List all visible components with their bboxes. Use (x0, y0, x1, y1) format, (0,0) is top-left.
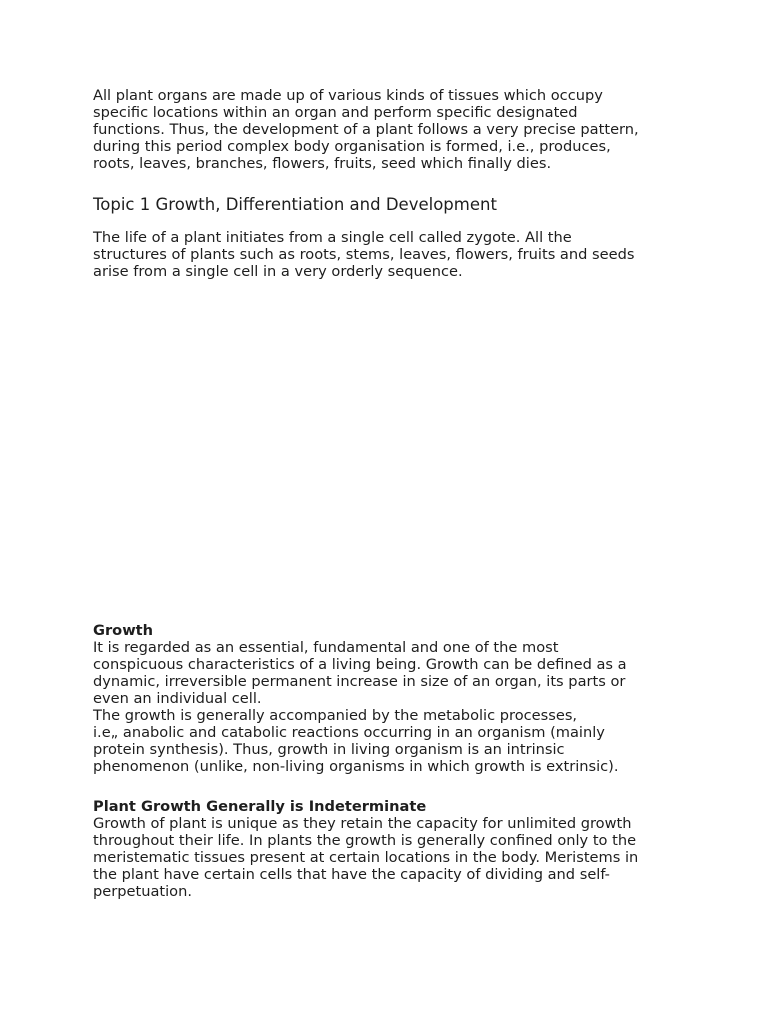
intro-line: All plant organs are made up of various kinds of tissues which occupy (93, 87, 603, 104)
indeterminate-heading: Plant Growth Generally is Indeterminate (93, 798, 427, 815)
intro-line: roots, leaves, branches, flowers, fruits, seed which finally dies. (93, 155, 552, 172)
indeterminate-line: the plant have certain cells that have the capacity of dividing and self- (93, 866, 610, 883)
intro-line: during this period complex body organisation is formed, i.e., produces, (93, 138, 611, 155)
indeterminate-line: Growth of plant is unique as they retain the capacity for unlimited growth (93, 815, 632, 832)
indeterminate-line: meristematic tissues present at certain locations in the body. Meristems in (93, 849, 639, 866)
growth-line: even an individual cell. (93, 690, 262, 707)
growth-line: dynamic, irreversible permanent increase in size of an organ, its parts or (93, 673, 626, 690)
growth-section (93, 622, 683, 775)
growth-line: It is regarded as an essential, fundamental and one of the most (93, 639, 559, 656)
growth-line: protein synthesis). Thus, growth in living organism is an intrinsic (93, 741, 565, 758)
growth-line: i.e„ anabolic and catabolic reactions occurring in an organism (mainly (93, 724, 605, 741)
zygote-line: arise from a single cell in a very orderly sequence. (93, 263, 463, 280)
growth-line: phenomenon (unlike, non-living organisms in which growth is extrinsic). (93, 758, 619, 775)
zygote-line: structures of plants such as roots, stems, leaves, flowers, fruits and seeds (93, 246, 635, 263)
intro-line: specific locations within an organ and perform specific designated (93, 104, 578, 121)
topic-heading: Topic 1 Growth, Differentiation and Development (93, 195, 497, 214)
growth-line: conspicuous characteristics of a living being. Growth can be defined as a (93, 656, 627, 673)
growth-heading: Growth (93, 622, 154, 639)
indeterminate-line: throughout their life. In plants the growth is generally confined only to the (93, 832, 637, 849)
indeterminate-line: perpetuation. (93, 883, 192, 900)
zygote-paragraph (93, 229, 683, 280)
indeterminate-section (93, 798, 683, 900)
intro-paragraph (93, 87, 683, 172)
intro-line: functions. Thus, the development of a plant follows a very precise pattern, (93, 121, 639, 138)
growth-line: The growth is generally accompanied by the metabolic processes, (93, 707, 578, 724)
zygote-line: The life of a plant initiates from a single cell called zygote. All the (93, 229, 572, 246)
